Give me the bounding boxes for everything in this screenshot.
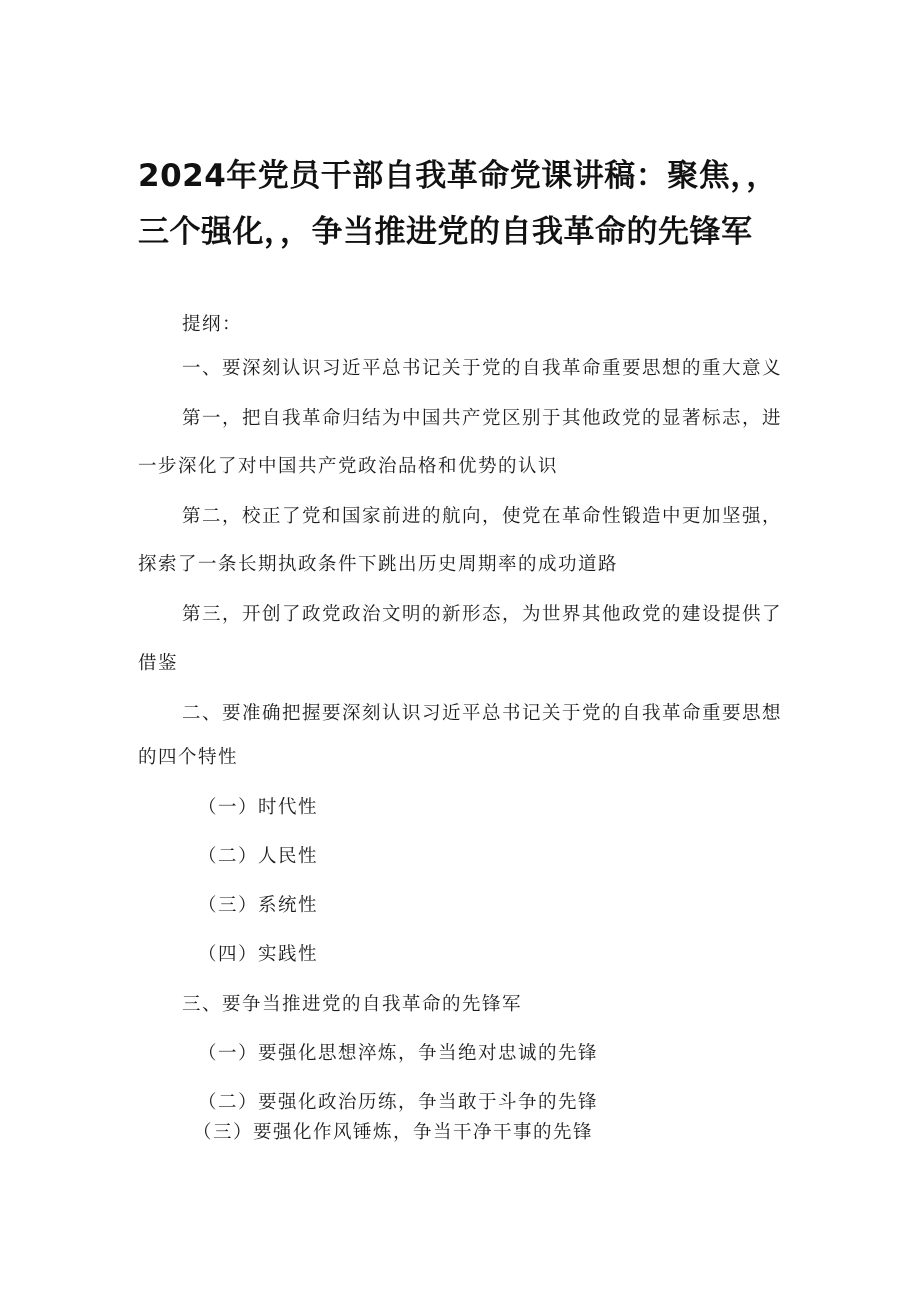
section-1-point-2-line-1: 第二，校正了党和国家前进的航向，使党在革命性锻造中更加坚强，	[182, 506, 783, 527]
section-2-item: （四）实践性	[198, 944, 319, 965]
section-3-item: （一）要强化思想淬炼，争当绝对忠诚的先锋	[198, 1043, 599, 1064]
section-2-item: （一）时代性	[198, 797, 319, 818]
section-3-item: （三）要强化作风锤炼，争当干净干事的先锋	[193, 1122, 594, 1143]
section-1-heading: 一、要深刻认识习近平总书记关于党的自我革命重要思想的重大意义	[182, 358, 783, 379]
section-2-item: （二）人民性	[198, 846, 319, 867]
section-1-point-1-line-1: 第一，把自我革命归结为中国共产党区别于其他政党的显著标志，进	[182, 408, 783, 429]
section-1-point-3-line-1: 第三，开创了政党政治文明的新形态，为世界其他政党的建设提供了	[182, 604, 783, 625]
section-3-heading: 三、要争当推进党的自我革命的先锋军	[182, 994, 523, 1015]
section-1-point-2-line-2: 探索了一条长期执政条件下跳出历史周期率的成功道路	[138, 554, 619, 575]
section-2-item: （三）系统性	[198, 895, 319, 916]
section-1-point-1-line-2: 一步深化了对中国共产党政治品格和优势的认识	[138, 456, 559, 477]
section-2-heading-line-1: 二、要准确把握要深刻认识习近平总书记关于党的自我革命重要思想	[182, 703, 783, 724]
document-title: 2024年党员干部自我革命党课讲稿：聚焦，，三个强化，，争当推进党的自我革命的先锋军	[138, 158, 778, 250]
section-3-item: （二）要强化政治历练，争当敢于斗争的先锋	[198, 1092, 599, 1113]
section-1-point-3-line-2: 借鉴	[138, 653, 179, 674]
section-2-heading-line-2: 的四个特性	[138, 747, 239, 768]
outline-label: 提纲：	[182, 314, 243, 335]
